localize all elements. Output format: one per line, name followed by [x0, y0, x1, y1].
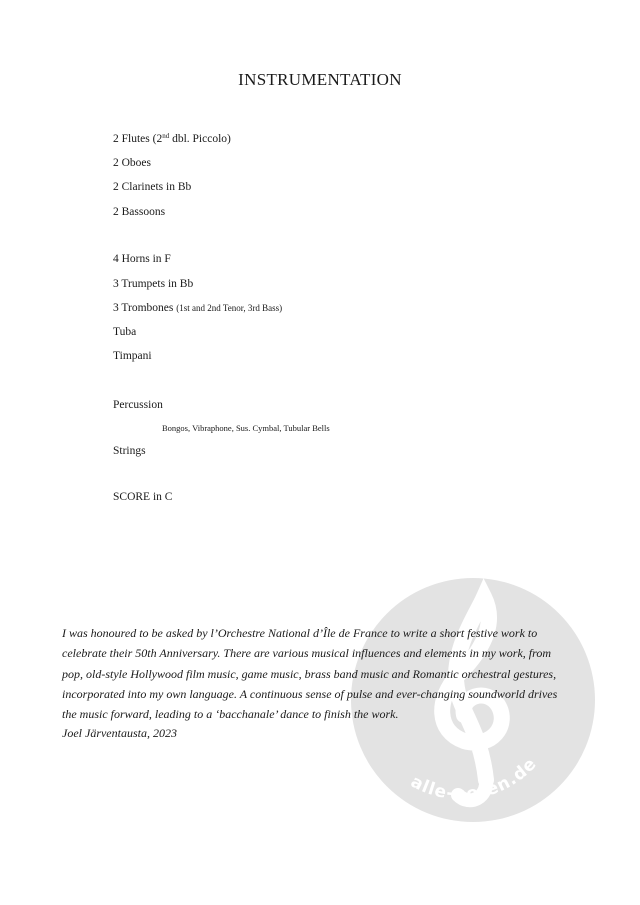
trombones-label: 3 Trombones [113, 302, 177, 314]
instrument-trombones [113, 302, 282, 314]
instrument-percussion: Percussion [113, 399, 163, 411]
percussion-detail: Bongos, Vibraphone, Sus. Cymbal, Tubular Bells [162, 423, 330, 433]
instrument-flutes [113, 133, 231, 145]
instrument-oboes: 2 Oboes [113, 157, 152, 169]
flutes-label: 2 Flutes (2 [113, 133, 163, 145]
trombones-detail: (1st and 2nd Tenor, 3rd Bass) [176, 303, 283, 313]
instrument-clarinets: 2 Clarinets in Bb [113, 181, 192, 193]
instrument-horns: 4 Horns in F [113, 253, 171, 265]
flutes-superscript: nd [162, 132, 170, 140]
flutes-detail: dbl. Piccolo) [169, 133, 231, 145]
instrument-strings: Strings [113, 445, 146, 457]
page-title: INSTRUMENTATION [238, 70, 402, 89]
program-note: I was honoured to be asked by l’Orchestre National d’Île de France to write a short festive work to celebrate their 50th Anniversary. There are various musical influences and elements in my work, from pop, old-style Hollywood film music, game music, brass band music and Romantic orchestral gestures, incorporated into my own language. A continuous sense of pulse and ever-changing soundworld drives the music forward, leading to a ‘bacchanale’ dance to finish the work. [62, 626, 558, 722]
score-key: SCORE in C [113, 491, 173, 503]
instrument-timpani: Timpani [113, 350, 152, 362]
watermark-text: alle-noten.de [407, 753, 542, 805]
instrument-bassoons: 2 Bassoons [113, 206, 166, 218]
instrument-tuba: Tuba [113, 326, 137, 338]
instrument-trumpets: 3 Trumpets in Bb [113, 278, 194, 290]
composer-signature: Joel Järventausta, 2023 [62, 726, 177, 740]
